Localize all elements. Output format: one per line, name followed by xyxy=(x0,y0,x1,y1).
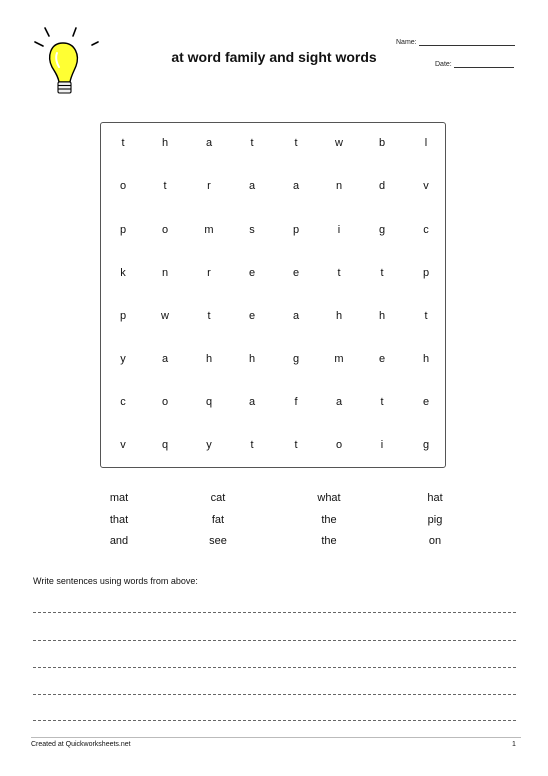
grid-letter: e xyxy=(248,267,256,279)
word-list-item: hat xyxy=(427,492,443,504)
grid-letter: f xyxy=(294,396,298,408)
grid-letter: s xyxy=(249,224,255,236)
writing-line xyxy=(33,694,516,695)
grid-letter: h xyxy=(378,310,386,322)
grid-letter: a xyxy=(292,310,300,322)
ray-upper-right xyxy=(73,28,76,36)
grid-letter: y xyxy=(120,353,126,365)
grid-letter: t xyxy=(121,137,125,149)
grid-letter: e xyxy=(422,396,430,408)
grid-letter: t xyxy=(380,267,384,279)
grid-letter: i xyxy=(337,224,341,236)
grid-letter: g xyxy=(422,439,430,451)
grid-letter: t xyxy=(294,439,298,451)
grid-letter: o xyxy=(335,439,343,451)
name-field xyxy=(396,38,515,46)
word-list-item: mat xyxy=(109,492,129,504)
grid-letter: h xyxy=(335,310,343,322)
name-blank-line xyxy=(419,38,515,46)
word-search-grid xyxy=(100,122,446,468)
ray-upper-left xyxy=(45,28,49,36)
writing-line xyxy=(33,667,516,668)
grid-letter: p xyxy=(119,224,127,236)
grid-letter: c xyxy=(120,396,126,408)
grid-letter: t xyxy=(250,137,254,149)
grid-letter: h xyxy=(422,353,430,365)
grid-letter: c xyxy=(423,224,429,236)
grid-letter: i xyxy=(380,439,384,451)
grid-letter: t xyxy=(163,180,167,192)
writing-line xyxy=(33,720,516,721)
grid-letter: e xyxy=(378,353,386,365)
instructions: Write sentences using words from above: xyxy=(33,576,198,586)
grid-letter: b xyxy=(378,137,386,149)
word-list-item: what xyxy=(317,492,341,504)
grid-letter: a xyxy=(248,180,256,192)
grid-letter: q xyxy=(205,396,213,408)
grid-letter: v xyxy=(120,439,126,451)
grid-letter: a xyxy=(335,396,343,408)
grid-letter: t xyxy=(424,310,428,322)
word-list-item: pig xyxy=(427,514,443,526)
worksheet-title: at word family and sight words xyxy=(171,49,377,65)
footer-credit: Created at Quickworksheets.net xyxy=(31,741,131,748)
word-list-item: and xyxy=(109,535,129,547)
grid-letter: m xyxy=(204,224,214,236)
grid-letter: n xyxy=(335,180,343,192)
grid-letter: a xyxy=(205,137,213,149)
light-bulb-icon xyxy=(26,24,108,102)
grid-letter: q xyxy=(161,439,169,451)
grid-letter: a xyxy=(248,396,256,408)
grid-letter: r xyxy=(207,180,211,192)
grid-letter: k xyxy=(120,267,126,279)
grid-letter: g xyxy=(292,353,300,365)
word-list-item: on xyxy=(428,535,442,547)
grid-letter: m xyxy=(334,353,344,365)
grid-letter: w xyxy=(335,137,343,149)
grid-letter: o xyxy=(161,396,169,408)
ray-left xyxy=(35,42,43,46)
grid-letter: a xyxy=(292,180,300,192)
grid-letter: n xyxy=(161,267,169,279)
writing-line xyxy=(33,612,516,613)
page-number: 1 xyxy=(512,741,516,748)
grid-letter: a xyxy=(161,353,169,365)
grid-letter: e xyxy=(292,267,300,279)
grid-letter: t xyxy=(250,439,254,451)
name-label: Name: xyxy=(396,39,417,46)
grid-letter: p xyxy=(119,310,127,322)
ray-right xyxy=(92,42,98,45)
date-field xyxy=(435,60,514,68)
date-label: Date: xyxy=(435,61,452,68)
grid-letter: t xyxy=(207,310,211,322)
grid-letter: g xyxy=(378,224,386,236)
grid-letter: h xyxy=(205,353,213,365)
word-list-item: the xyxy=(321,514,337,526)
word-list-item: fat xyxy=(211,514,225,526)
bulb-glass xyxy=(50,43,78,82)
word-list-item: cat xyxy=(210,492,226,504)
grid-letter: r xyxy=(207,267,211,279)
grid-letter: t xyxy=(337,267,341,279)
grid-letter: t xyxy=(294,137,298,149)
bulb-base xyxy=(58,82,71,93)
grid-letter: h xyxy=(248,353,256,365)
grid-letter: d xyxy=(378,180,386,192)
footer-divider xyxy=(31,737,521,738)
grid-letter: w xyxy=(161,310,169,322)
writing-line xyxy=(33,640,516,641)
grid-letter: e xyxy=(248,310,256,322)
word-list-item: that xyxy=(109,514,129,526)
grid-letter: o xyxy=(119,180,127,192)
grid-letter: y xyxy=(206,439,212,451)
grid-letter: o xyxy=(161,224,169,236)
grid-letter: t xyxy=(380,396,384,408)
word-list-item: see xyxy=(209,535,227,547)
grid-letter: p xyxy=(422,267,430,279)
grid-letter: l xyxy=(424,137,428,149)
grid-letter: v xyxy=(423,180,429,192)
date-blank-line xyxy=(454,60,514,68)
grid-letter: p xyxy=(292,224,300,236)
word-list-item: the xyxy=(321,535,337,547)
grid-letter: h xyxy=(161,137,169,149)
